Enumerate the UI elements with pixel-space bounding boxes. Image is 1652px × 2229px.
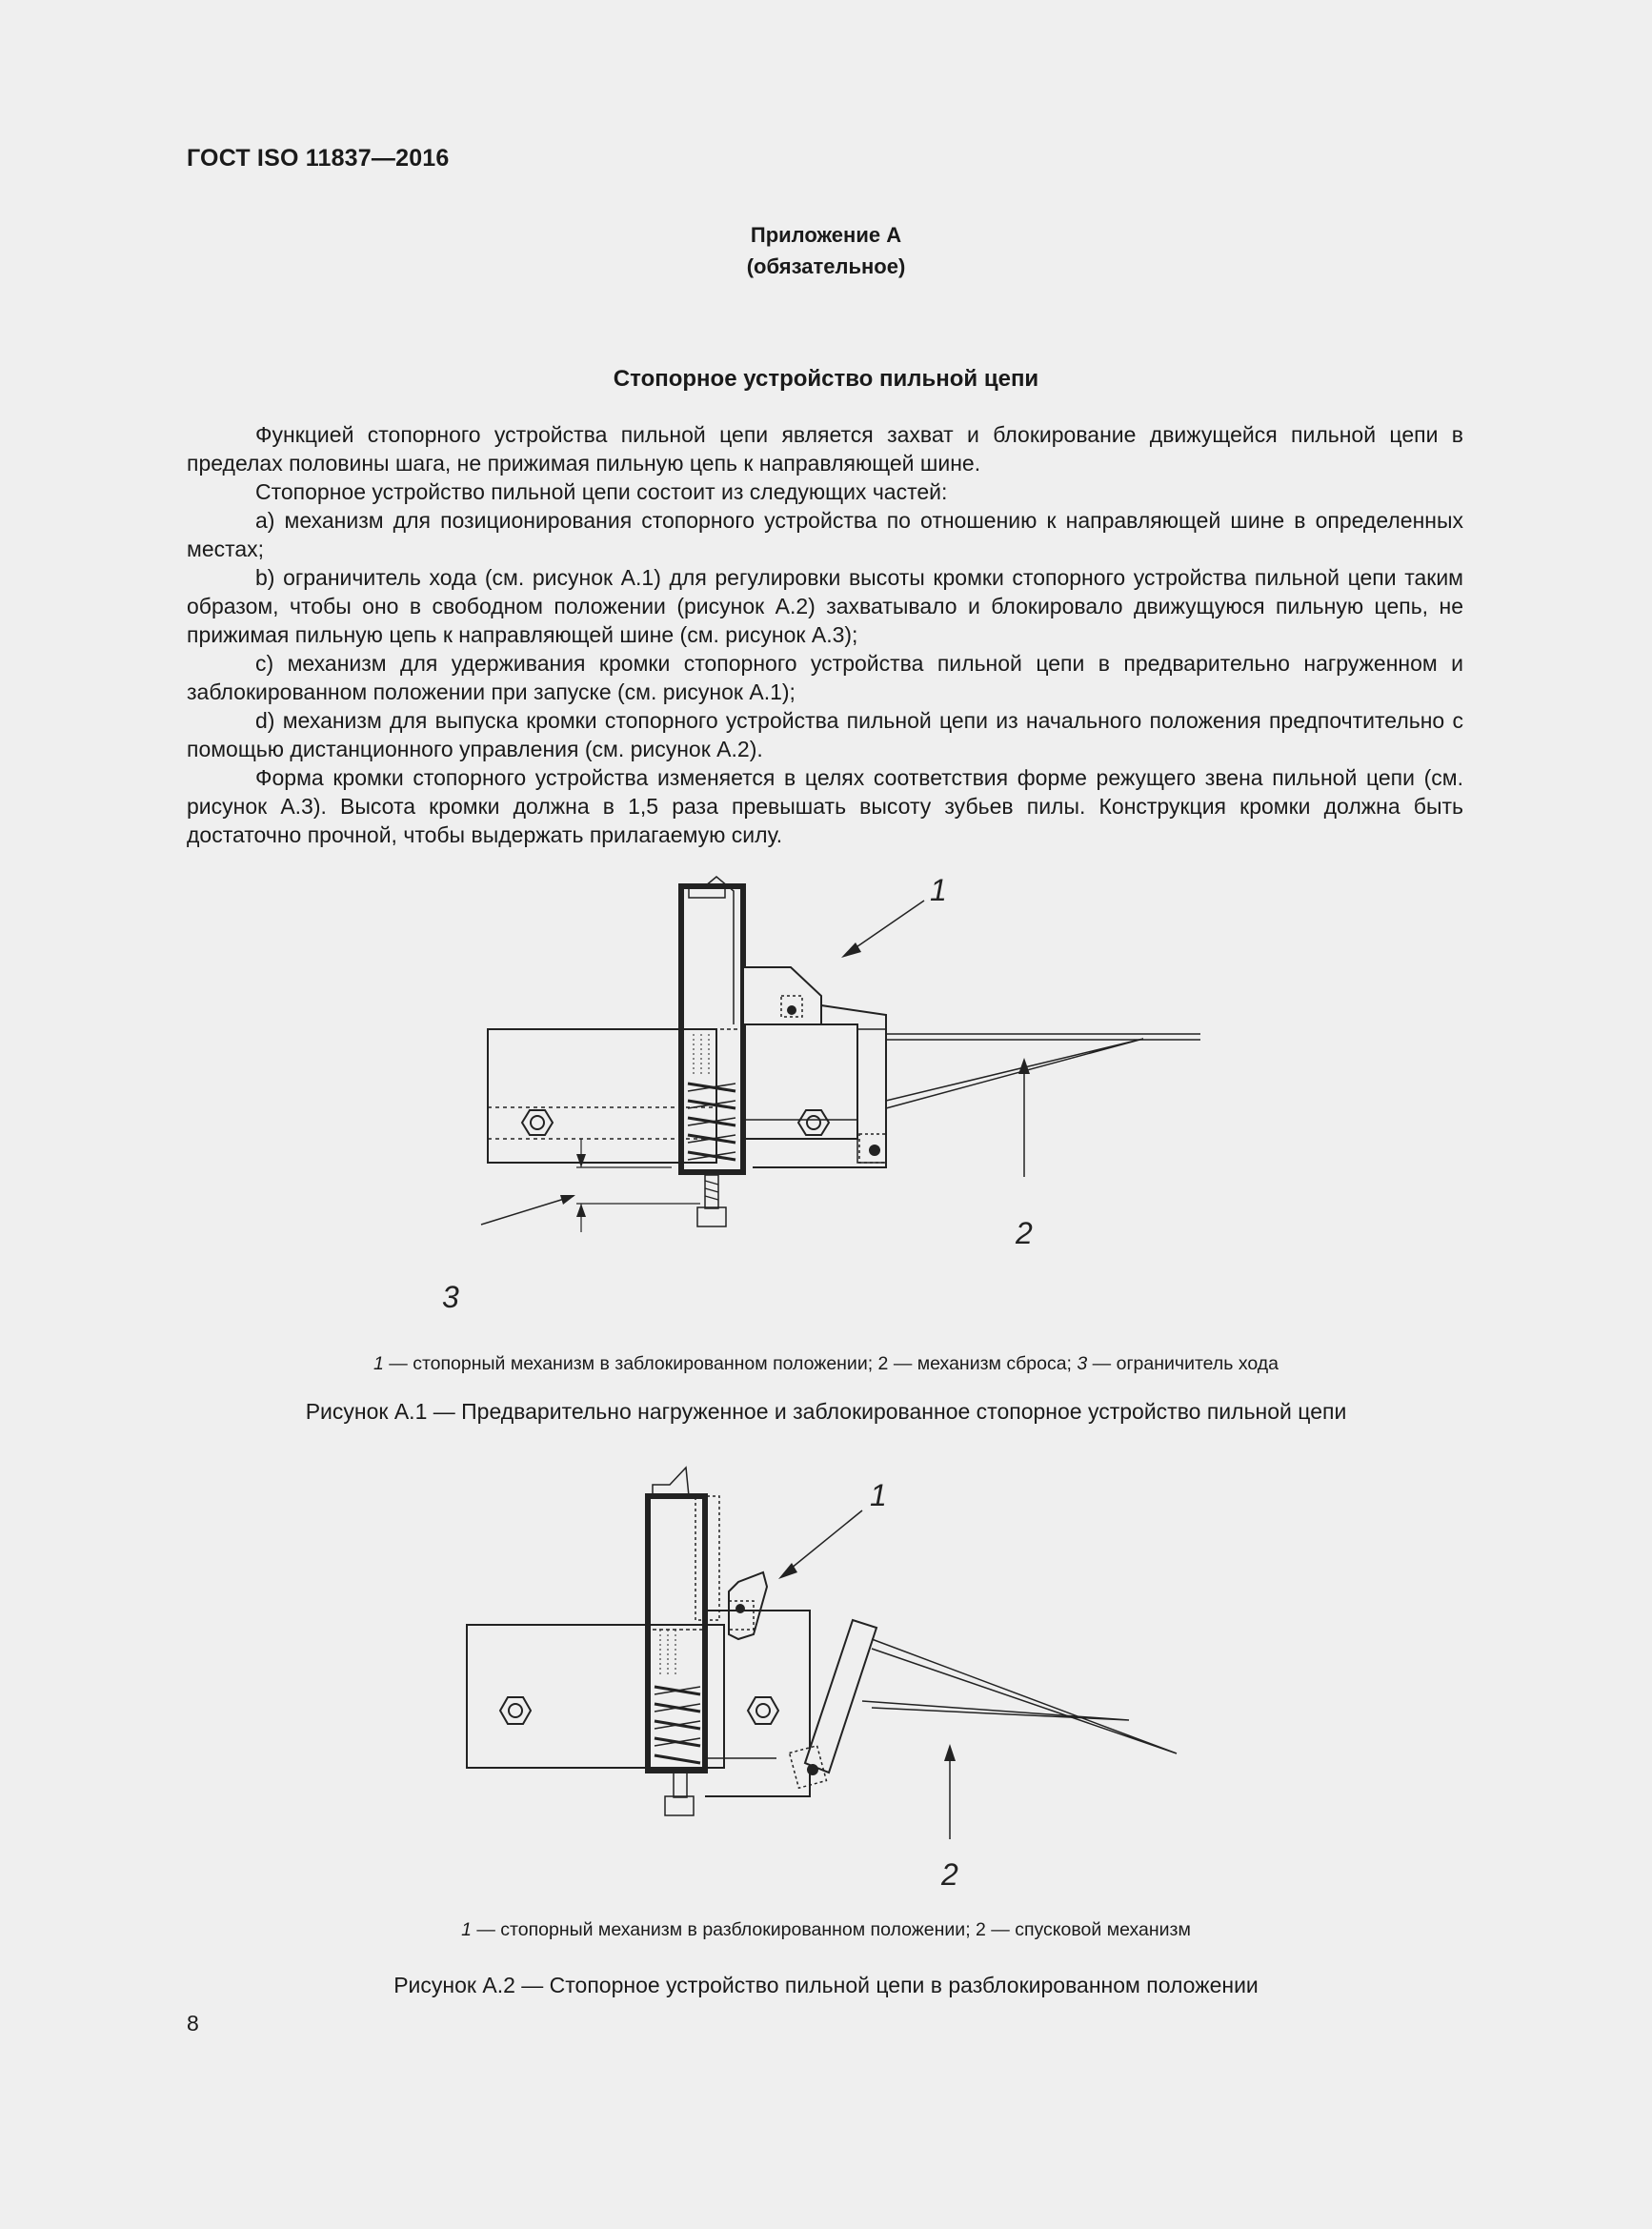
figure-a2-caption: Рисунок А.2 — Стопорное устройство пильной цепи в разблокированном положении [393, 1973, 1259, 1997]
figure-a2-drawing [453, 1458, 1215, 1896]
list-item-c: c) механизм для удерживания кромки стопорного устройства пильной цепи в предварительно нагруженном и заблокированном положении при запуске (см. рисунок А.1); [187, 651, 1463, 704]
callout-1: 1 [870, 1478, 887, 1512]
list-item-d: d) механизм для выпуска кромки стопорного устройства пильной цепи из начального положения предпочтительно с помощью дистанционного управления (см. рисунок А.2). [187, 708, 1463, 761]
callout-2: 2 [941, 1857, 958, 1892]
list-item-a: a) механизм для позиционирования стопорного устройства по отношению к направляющей шине в определенных местах; [187, 508, 1463, 561]
hex-nut-icon [500, 1697, 531, 1724]
right-block [743, 1024, 857, 1139]
paragraph: Функцией стопорного устройства пильной цепи является захват и блокирование движущейся пильной цепи в пределах половины шага, не прижимая пильную цепь к направляющей шине. [187, 422, 1463, 476]
annex-heading [0, 219, 1652, 282]
spring [688, 1034, 735, 1160]
annex-status: (обязательное) [746, 254, 906, 278]
standard-code: ГОСТ ISO 11837—2016 [187, 145, 450, 172]
hex-nut-icon [748, 1697, 778, 1724]
figure-a1-caption: Рисунок А.1 — Предварительно нагруженное и заблокированное стопорное устройство пильной цепи [305, 1399, 1347, 1424]
figure-a2-legend: 1 — стопорный механизм в разблокированном положении; 2 — спусковой механизм [461, 1919, 1191, 1940]
paragraph: Форма кромки стопорного устройства изменяется в целях соответствия форме режущего звена пильной цепи (см. рисунок А.3). Высота кромки должна в 1,5 раза превышать высоту зубьев пилы. Конструкция кромки должна быть достаточно прочной, чтобы выдержать прилагаемую силу. [187, 765, 1463, 847]
figure-a1-drawing [442, 872, 1229, 1329]
paragraph: Стопорное устройство пильной цепи состоит из следующих частей: [255, 479, 948, 504]
hex-nut-icon [522, 1110, 553, 1135]
body-text [187, 420, 1463, 849]
page-number: 8 [187, 2011, 199, 2036]
bracket-plate [467, 1625, 724, 1768]
bolt [674, 1771, 687, 1797]
hex-nut-icon [798, 1110, 829, 1135]
callout-2: 2 [1016, 1216, 1033, 1250]
callout-3: 3 [442, 1280, 459, 1314]
figure-a1-legend: 1 — стопорный механизм в заблокированном положении; 2 — механизм сброса; 3 — ограничитель хода [373, 1353, 1279, 1374]
list-item-b: b) ограничитель хода (см. рисунок А.1) для регулировки высоты кромки стопорного устройства пильной цепи таким образом, чтобы оно в свободном положении (рисунок А.2) захватывало и блокировало движущуюся пильную цепь, не прижимая пильную цепь к направляющей шине (см. рисунок А.3); [187, 565, 1463, 647]
callout-1: 1 [930, 873, 947, 907]
annex-title: Приложение А [750, 223, 902, 247]
section-title: Стопорное устройство пильной цепи [613, 366, 1039, 392]
spring [655, 1630, 700, 1763]
